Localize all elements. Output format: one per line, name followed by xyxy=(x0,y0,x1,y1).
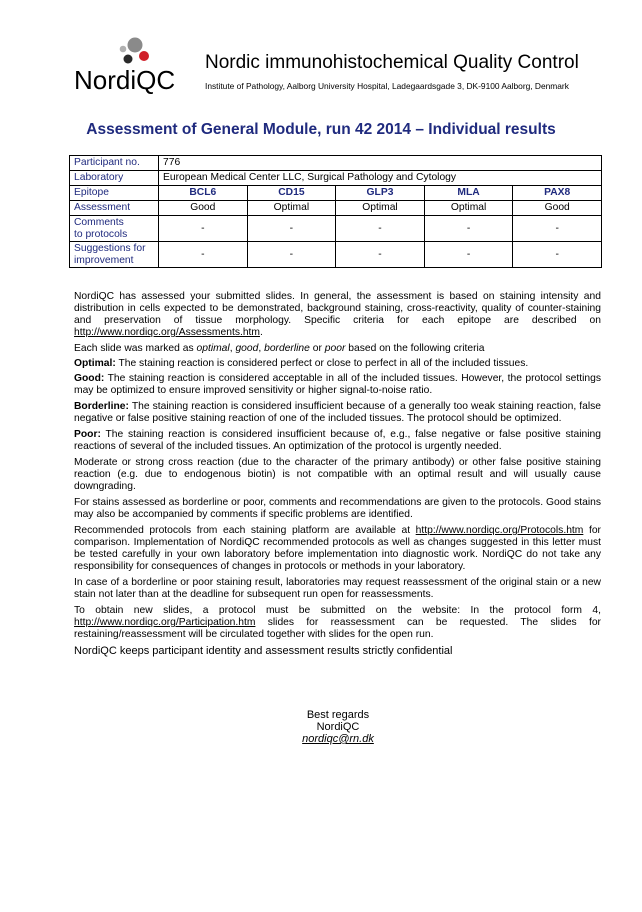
suggestions-label xyxy=(70,242,159,268)
obtain-paragraph xyxy=(74,605,601,641)
marks-text-b: based on the following criteria xyxy=(348,343,485,354)
org-name: Nordic immunohistochemical Quality Control xyxy=(205,52,579,73)
optimal-text: The staining reaction is considered perfect or close to perfect in all of the included tissues. xyxy=(118,358,529,369)
good-text: The staining reaction is considered acceptable in all of the included tissues. However, the protocol settings may be optimized to ensure improved sensitivity or higher signal-to-noise ratio. xyxy=(74,373,601,396)
participant-value: 776 xyxy=(159,156,602,171)
closing-block xyxy=(0,709,642,745)
good-criterion xyxy=(74,373,601,397)
table-row xyxy=(70,216,602,242)
epitope-cell: CD15 xyxy=(247,186,336,201)
org-address: Institute of Pathology, Aalborg University Hospital, Ladegaardsgade 3, DK-9100 Aalborg, Denmark xyxy=(205,81,569,91)
recommended-text-b: for comparison. Implementation of NordiQC recommended protocols as well as changes suggested in this letter must be tested carefully in your own laboratory before implementation into diagnostic work. NordiQC do not take any responsibility for consequences of changes in protocols or methods in your laboratory. xyxy=(74,525,601,572)
table-row xyxy=(70,186,602,201)
nordiqc-logo xyxy=(72,36,196,96)
marks-or: or xyxy=(312,343,322,354)
comment-cell: - xyxy=(336,216,425,242)
intro-end: . xyxy=(260,327,263,338)
logo-text: NordiQC xyxy=(74,65,176,95)
suggestion-cell: - xyxy=(159,242,248,268)
obtain-text-b: slides for reassessment can be requested. The slides for restaining/reassessment will be circulated together with slides for the open run. xyxy=(74,617,601,640)
comment-cell: - xyxy=(159,216,248,242)
assessment-cell: Optimal xyxy=(247,201,336,216)
table-row xyxy=(70,242,602,268)
logo-dot-red xyxy=(139,51,149,61)
suggestions-label-line: improvement xyxy=(74,254,134,266)
results-table xyxy=(69,155,602,268)
poor-text: The staining reaction is considered insufficient because of, e.g., false negative or false positive staining reactions of several of the included tissues. An optimization of the protocol is urgently needed. xyxy=(74,429,601,452)
table-row xyxy=(70,201,602,216)
recommended-text-a: Recommended protocols from each staining platform are available at xyxy=(74,525,411,536)
assessment-cell: Optimal xyxy=(424,201,513,216)
confidential-note: NordiQC keeps participant identity and assessment results strictly confidential xyxy=(74,645,453,657)
suggestions-label-line: Suggestions for xyxy=(74,242,146,254)
epitope-label: Epitope xyxy=(70,186,159,201)
intro-paragraph xyxy=(74,291,601,339)
optimal-term: Optimal: xyxy=(74,358,116,369)
cross-reaction-paragraph: Moderate or strong cross reaction (due to the character of the primary antibody) or other false positive staining reaction (e.g. due to endogenous biotin) is not compatible with an optimal result and will usually cause downgrading. xyxy=(74,457,601,492)
logo-dot-grey-small xyxy=(120,46,127,53)
protocols-link[interactable]: http://www.nordiqc.org/Protocols.htm xyxy=(415,525,584,536)
borderline-criterion xyxy=(74,401,601,425)
poor-term: Poor: xyxy=(74,429,101,440)
suggestion-cell: - xyxy=(336,242,425,268)
comment-cell: - xyxy=(513,216,602,242)
obtain-text-a: To obtain new slides, a protocol must be submitted on the website: In the protocol form 4, xyxy=(74,605,601,616)
mark-optimal: optimal xyxy=(196,343,230,354)
participation-link[interactable]: http://www.nordiqc.org/Participation.htm xyxy=(74,617,256,628)
assessment-label: Assessment xyxy=(70,201,159,216)
epitope-cell: PAX8 xyxy=(513,186,602,201)
participant-label: Participant no. xyxy=(70,156,159,171)
assessment-cell: Good xyxy=(513,201,602,216)
mark-borderline: borderline xyxy=(264,343,310,354)
email-link[interactable]: nordiqc@rn.dk xyxy=(302,733,374,745)
signature-org: NordiQC xyxy=(316,721,360,733)
mark-good: good xyxy=(235,343,259,354)
good-term: Good: xyxy=(74,373,105,384)
assessment-cell: Optimal xyxy=(336,201,425,216)
comments-label-line: to protocols xyxy=(74,228,128,240)
epitope-cell: GLP3 xyxy=(336,186,425,201)
page-title: Assessment of General Module, run 42 2014 – Individual results xyxy=(86,121,556,138)
stains-paragraph: For stains assessed as borderline or poor, comments and recommendations are given to the protocols. Good stains may also be accompanied by comments if specific problems are identified. xyxy=(74,497,601,520)
suggestion-cell: - xyxy=(513,242,602,268)
mark-poor: poor xyxy=(324,343,346,354)
epitope-cell: BCL6 xyxy=(159,186,248,201)
comment-cell: - xyxy=(247,216,336,242)
letter-body xyxy=(74,291,601,657)
optimal-criterion xyxy=(74,358,601,370)
table-row xyxy=(70,156,602,171)
reassessment-paragraph: In case of a borderline or poor staining result, laboratories may request reassessment of the original stain or a new stain not later than at the deadline for subsequent run open for reassessments. xyxy=(74,577,601,600)
comments-label xyxy=(70,216,159,242)
laboratory-value: European Medical Center LLC, Surgical Pathology and Cytology xyxy=(159,171,602,186)
suggestion-cell: - xyxy=(247,242,336,268)
poor-criterion xyxy=(74,429,601,453)
assessments-link[interactable]: http://www.nordiqc.org/Assessments.htm xyxy=(74,327,260,338)
borderline-text: The staining reaction is considered insufficient because of a generally too weak staining reaction, false negative or false positive staining reaction of one of the included tissues. The protocol should be optimized. xyxy=(74,401,601,424)
table-row xyxy=(70,171,602,186)
borderline-term: Borderline: xyxy=(74,401,129,412)
epitope-cell: MLA xyxy=(424,186,513,201)
marks-text-a: Each slide was marked as xyxy=(74,343,194,354)
logo-dot-grey-large xyxy=(128,38,143,53)
intro-text: NordiQC has assessed your submitted slides. In general, the assessment is based on staining intensity and distribution in cells expected to be demonstrated, background staining, cross-reactivity, quality of counter-staining and preservation of tissue morphology. Specific criteria for each epitope are described on xyxy=(74,291,601,326)
recommended-paragraph xyxy=(74,525,601,573)
assessment-cell: Good xyxy=(159,201,248,216)
logo-dot-dark xyxy=(124,55,133,64)
comment-cell: - xyxy=(424,216,513,242)
laboratory-label: Laboratory xyxy=(70,171,159,186)
suggestion-cell: - xyxy=(424,242,513,268)
regards-text: Best regards xyxy=(306,709,370,721)
marks-paragraph: Each slide was marked as optimal, good, borderline or poor based on the following criteria xyxy=(74,343,485,354)
comments-label-line: Comments xyxy=(74,216,124,228)
